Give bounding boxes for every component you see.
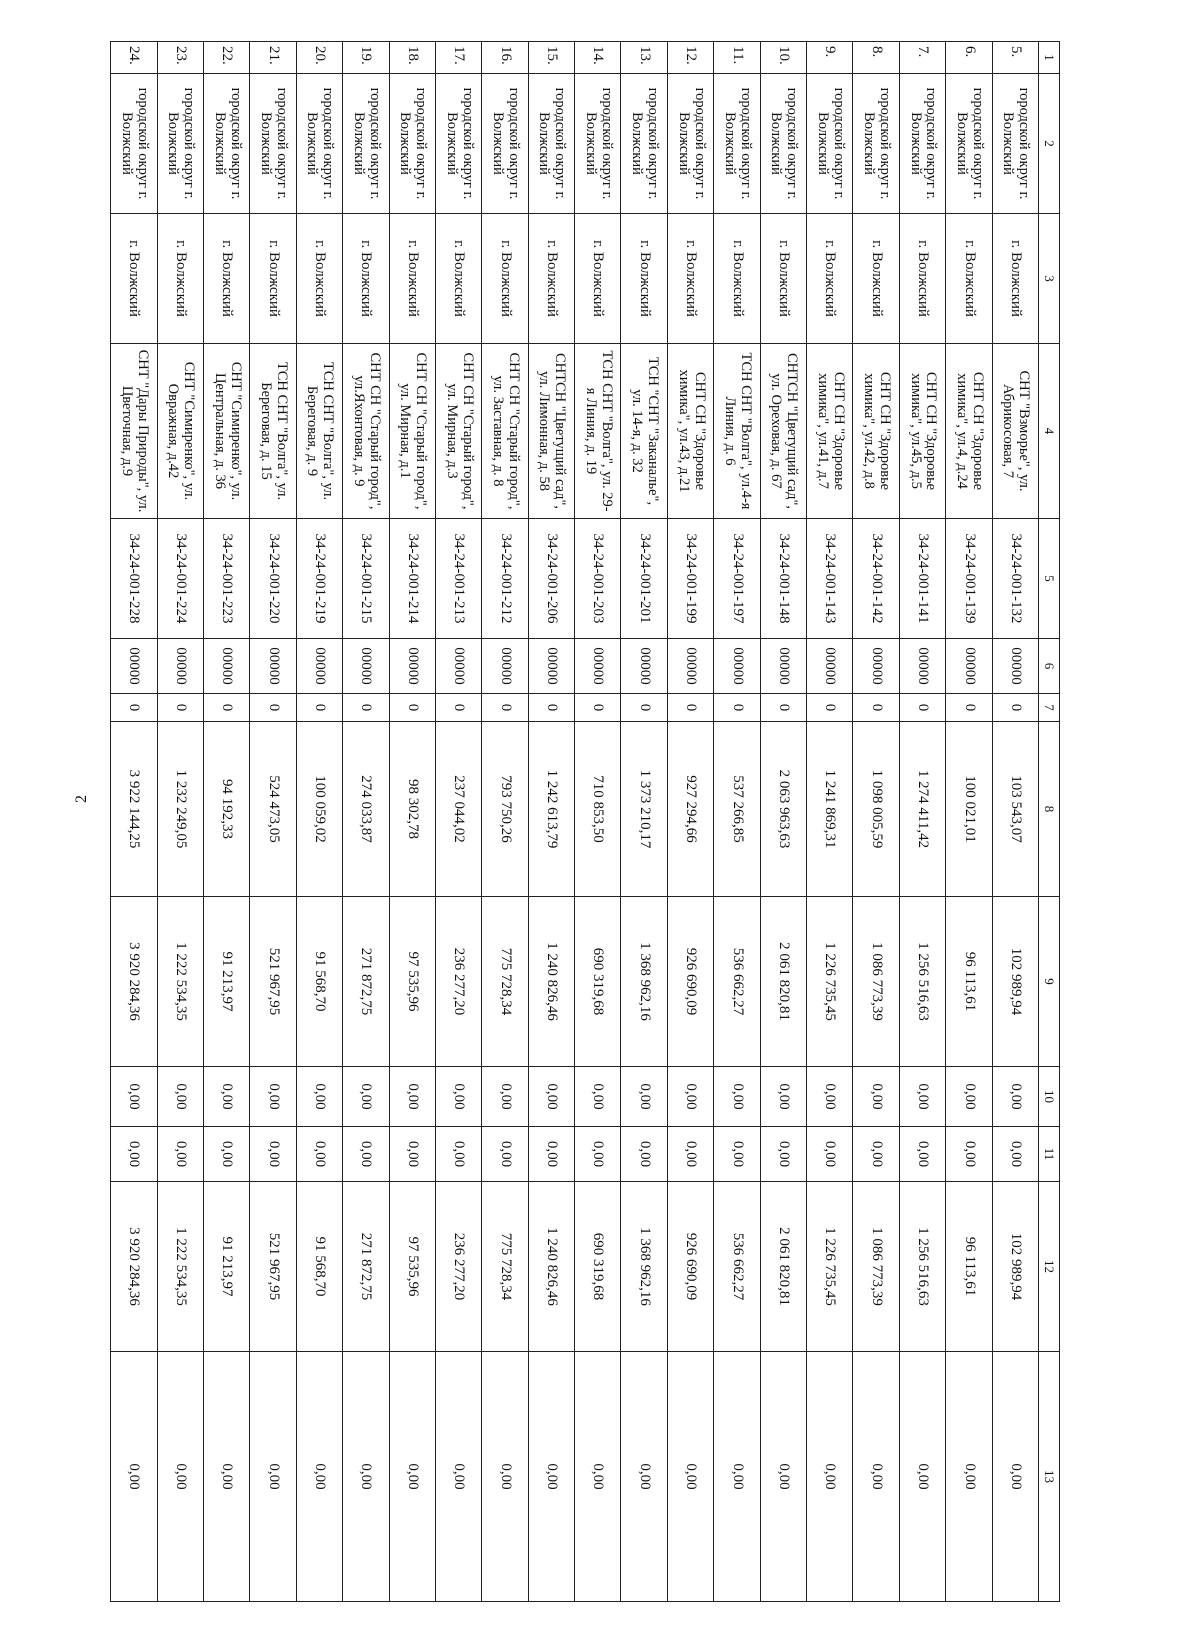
table-cell: 20. [296,42,342,74]
table-cell: 0,00 [435,1127,481,1182]
table-cell: 34-24-001-201 [621,519,667,639]
column-header: 8 [1039,722,1060,897]
table-cell: 0,00 [807,1352,853,1602]
table-cell: 00000 [343,639,389,694]
table-cell: СНТ СН "Здоровье химика", ул.42, д.8 [853,344,899,519]
table-cell: 22. [203,42,249,74]
table-cell: 274 033,87 [343,722,389,897]
table-cell: 18. [389,42,435,74]
table-cell: 0,00 [621,1067,667,1127]
table-cell: 00000 [807,639,853,694]
table-cell: 1 274 411,42 [899,722,945,897]
table-cell: 00000 [992,639,1038,694]
table-cell: 0,00 [250,1127,296,1182]
table-cell: 0 [992,694,1038,722]
table-cell: 00000 [389,639,435,694]
table-cell: 34-24-001-132 [992,519,1038,639]
table-cell: 690 319,68 [575,1182,621,1352]
table-row [621,42,667,1602]
data-table [110,41,1060,1602]
table-cell: городской округ г. Волжский [296,74,342,214]
table-cell: городской округ г. Волжский [343,74,389,214]
table-cell: 0,00 [760,1127,806,1182]
table-cell: 0,00 [250,1352,296,1602]
table-cell: 24. [111,42,158,74]
table-cell: ТСН "СНТ "Заканалье", ул. 14-я, д. 32 [621,344,667,519]
table-cell: 0,00 [203,1127,249,1182]
table-cell: 00000 [157,639,203,694]
table-cell: г. Волжский [667,214,713,344]
table-cell: 97 535,96 [389,897,435,1067]
table-cell: 0,00 [528,1352,574,1602]
table-cell: 34-24-001-213 [435,519,481,639]
table-cell: 00000 [621,639,667,694]
column-header: 10 [1039,1067,1060,1127]
table-cell: г. Волжский [528,214,574,344]
table-cell: 0,00 [157,1352,203,1602]
table-cell: г. Волжский [389,214,435,344]
table-cell: 34-24-001-228 [111,519,158,639]
table-cell: 00000 [435,639,481,694]
table-cell: 0,00 [296,1127,342,1182]
table-cell: 0,00 [435,1067,481,1127]
table-cell: СНТСН "Цветущий сад", ул. Ореховая, д. 67 [760,344,806,519]
table-cell: 91 213,97 [203,1182,249,1352]
table-row [760,42,806,1602]
table-cell: 0,00 [203,1067,249,1127]
table-cell: 927 294,66 [667,722,713,897]
table-row [296,42,342,1602]
table-cell: 103 543,07 [992,722,1038,897]
table-cell: 0,00 [760,1352,806,1602]
table-row [111,42,158,1602]
table-cell: 94 192,33 [203,722,249,897]
table-row [343,42,389,1602]
column-header: 3 [1039,214,1060,344]
table-cell: 0 [714,694,760,722]
table-cell: 0 [203,694,249,722]
table-cell: 00000 [899,639,945,694]
table-cell: 0 [157,694,203,722]
header-row [1039,42,1060,1602]
table-cell: 0,00 [760,1067,806,1127]
table-cell: 0,00 [946,1352,992,1602]
table-cell: 0,00 [575,1352,621,1602]
table-cell: 1 222 534,35 [157,897,203,1067]
table-cell: 0,00 [667,1352,713,1602]
table-cell: 1 086 773,39 [853,1182,899,1352]
table-cell: 3 920 284,36 [111,897,158,1067]
column-header: 7 [1039,694,1060,722]
table-row [389,42,435,1602]
table-cell: 34-24-001-143 [807,519,853,639]
table-cell: 2 063 963,63 [760,722,806,897]
table-cell: 00000 [853,639,899,694]
table-cell: 00000 [714,639,760,694]
table-cell: 0,00 [343,1067,389,1127]
table-cell: 926 690,09 [667,1182,713,1352]
table-cell: 0,00 [111,1067,158,1127]
table-cell: СНТ "Взморье", ул. Абрикосовая, 7 [992,344,1038,519]
rotated-table-container [110,41,1060,1601]
table-cell: г. Волжский [482,214,528,344]
table-cell: городской округ г. Волжский [621,74,667,214]
table-cell: 98 302,78 [389,722,435,897]
table-cell: 34-24-001-203 [575,519,621,639]
table-cell: г. Волжский [575,214,621,344]
table-cell: 102 989,94 [992,897,1038,1067]
table-cell: 237 044,02 [435,722,481,897]
table-cell: 96 113,61 [946,897,992,1067]
table-cell: 0 [807,694,853,722]
table-cell: 102 989,94 [992,1182,1038,1352]
table-cell: 0 [296,694,342,722]
table-cell: городской округ г. Волжский [482,74,528,214]
table-cell: 6. [946,42,992,74]
table-cell: 1 240 826,46 [528,1182,574,1352]
table-cell: 34-24-001-214 [389,519,435,639]
table-cell: 100 059,02 [296,722,342,897]
table-cell: 0,00 [296,1067,342,1127]
table-cell: СНТ СН "Здоровье химика", ул.41, д.7 [807,344,853,519]
table-cell: 0,00 [714,1352,760,1602]
table-cell: г. Волжский [946,214,992,344]
table-cell: СНТ СН "Старый город", ул. Заставная, д. 8 [482,344,528,519]
table-cell: 00000 [575,639,621,694]
table-cell: городской округ г. Волжский [714,74,760,214]
table-cell: 10. [760,42,806,74]
table-cell: 00000 [203,639,249,694]
table-cell: г. Волжский [992,214,1038,344]
table-cell: 2 061 820,81 [760,1182,806,1352]
table-cell: 690 319,68 [575,897,621,1067]
table-cell: 00000 [482,639,528,694]
table-cell: городской округ г. Волжский [992,74,1038,214]
table-cell: 536 662,27 [714,1182,760,1352]
table-cell: 0,00 [946,1067,992,1127]
table-cell: 0 [621,694,667,722]
table-cell: 91 213,97 [203,897,249,1067]
table-cell: 0,00 [714,1067,760,1127]
table-cell: 91 568,70 [296,1182,342,1352]
table-cell: 0,00 [389,1127,435,1182]
table-cell: г. Волжский [714,214,760,344]
table-cell: 00000 [250,639,296,694]
table-cell: г. Волжский [621,214,667,344]
table-cell: 536 662,27 [714,897,760,1067]
table-cell: 13. [621,42,667,74]
table-cell: ТСН СНТ "Волга", ул.4-я Линия, д. 6 [714,344,760,519]
table-cell: городской округ г. Волжский [807,74,853,214]
column-header: 2 [1039,74,1060,214]
table-cell: ТСН СНТ "Волга", ул. 29-я Линия, д. 19 [575,344,621,519]
table-cell: г. Волжский [807,214,853,344]
column-header: 4 [1039,344,1060,519]
table-cell: СНТ СН "Старый город", ул.Яхонтовая, д. 9 [343,344,389,519]
table-cell: 1 098 005,59 [853,722,899,897]
table-cell: 34-24-001-212 [482,519,528,639]
table-row [992,42,1038,1602]
table-cell: 0 [667,694,713,722]
table-row [946,42,992,1602]
table-row [714,42,760,1602]
table-cell: 0,00 [343,1352,389,1602]
table-cell: СНТСН "Цветущий сад", ул. Лимонная, д. 58 [528,344,574,519]
table-cell: 0,00 [621,1127,667,1182]
column-header: 13 [1039,1352,1060,1602]
table-cell: 34-24-001-139 [946,519,992,639]
table-cell: 0,00 [157,1127,203,1182]
table-cell: 34-24-001-206 [528,519,574,639]
table-cell: 00000 [111,639,158,694]
table-cell: 00000 [667,639,713,694]
table-cell: 0,00 [528,1067,574,1127]
table-cell: 34-24-001-223 [203,519,249,639]
table-cell: ТСН СНТ "Волга", ул. Береговая, д. 9 [296,344,342,519]
table-cell: 0,00 [853,1127,899,1182]
table-cell: городской округ г. Волжский [528,74,574,214]
table-cell: 1 241 869,31 [807,722,853,897]
table-cell: 1 256 516,63 [899,897,945,1067]
table-cell: 0,00 [899,1067,945,1127]
table-cell: 0,00 [528,1127,574,1182]
table-cell: 524 473,05 [250,722,296,897]
table-cell: 7. [899,42,945,74]
table-cell: 926 690,09 [667,897,713,1067]
table-row [807,42,853,1602]
table-cell: 12. [667,42,713,74]
column-header: 11 [1039,1127,1060,1182]
table-cell: 0 [760,694,806,722]
table-cell: 0,00 [203,1352,249,1602]
table-cell: 34-24-001-197 [714,519,760,639]
table-cell: 0,00 [853,1067,899,1127]
table-cell: 34-24-001-224 [157,519,203,639]
table-cell: 1 242 613,79 [528,722,574,897]
table-cell: г. Волжский [296,214,342,344]
table-cell: 34-24-001-141 [899,519,945,639]
table-row [482,42,528,1602]
table-cell: 0,00 [853,1352,899,1602]
table-cell: СНТ "Симиренко", ул. Центральная, д. 36 [203,344,249,519]
table-cell: 0,00 [389,1067,435,1127]
column-header: 9 [1039,897,1060,1067]
table-cell: 34-24-001-219 [296,519,342,639]
table-cell: городской округ г. Волжский [111,74,158,214]
table-cell: СНТ СН "Старый город", ул. Мирная, д.3 [435,344,481,519]
table-cell: 11. [714,42,760,74]
table-cell: 0,00 [621,1352,667,1602]
table-cell: 34-24-001-220 [250,519,296,639]
table-cell: городской округ г. Волжский [760,74,806,214]
table-cell: 0,00 [667,1127,713,1182]
table-cell: городской округ г. Волжский [250,74,296,214]
table-cell: 0,00 [899,1127,945,1182]
table-cell: 0,00 [807,1127,853,1182]
table-cell: городской округ г. Волжский [157,74,203,214]
table-cell: 91 568,70 [296,897,342,1067]
table-cell: 0 [111,694,158,722]
table-row [528,42,574,1602]
table-cell: г. Волжский [157,214,203,344]
table-cell: 0,00 [992,1352,1038,1602]
column-header: 1 [1039,42,1060,74]
table-cell: 1 368 962,16 [621,1182,667,1352]
table-cell: 271 872,75 [343,1182,389,1352]
table-cell: 0,00 [575,1127,621,1182]
table-row [157,42,203,1602]
table-cell: 34-24-001-215 [343,519,389,639]
table-cell: ТСН СНТ "Волга", ул. Береговая, д. 15 [250,344,296,519]
table-cell: 521 967,95 [250,897,296,1067]
table-cell: 0,00 [343,1127,389,1182]
table-cell: 15. [528,42,574,74]
table-cell: 1 240 826,46 [528,897,574,1067]
table-cell: 8. [853,42,899,74]
table-cell: 0 [343,694,389,722]
column-header: 5 [1039,519,1060,639]
table-cell: 710 853,50 [575,722,621,897]
table-cell: 0,00 [296,1352,342,1602]
table-cell: 9. [807,42,853,74]
table-cell: городской округ г. Волжский [575,74,621,214]
table-cell: городской округ г. Волжский [899,74,945,214]
table-cell: г. Волжский [853,214,899,344]
table-cell: г. Волжский [435,214,481,344]
table-cell: 00000 [946,639,992,694]
table-cell: 1 226 735,45 [807,897,853,1067]
table-cell: 0,00 [992,1067,1038,1127]
table-cell: 0 [853,694,899,722]
table-cell: 1 222 534,35 [157,1182,203,1352]
table-row [203,42,249,1602]
table-cell: 0 [482,694,528,722]
table-row [899,42,945,1602]
table-cell: 5. [992,42,1038,74]
table-cell: СНТ СН "Здоровье химика", ул.43, д.21 [667,344,713,519]
table-cell: 16. [482,42,528,74]
table-cell: 100 021,01 [946,722,992,897]
table-cell: СНТ СН "Здоровье химика", ул.4, д.24 [946,344,992,519]
page-number: 2 [73,795,90,803]
table-cell: 21. [250,42,296,74]
table-cell: 0,00 [435,1352,481,1602]
table-body [111,42,1039,1602]
table-cell: 0 [575,694,621,722]
table-cell: г. Волжский [111,214,158,344]
table-cell: 0 [528,694,574,722]
table-cell: 0,00 [946,1127,992,1182]
table-cell: 1 368 962,16 [621,897,667,1067]
table-cell: 2 061 820,81 [760,897,806,1067]
table-cell: городской округ г. Волжский [667,74,713,214]
table-cell: г. Волжский [760,214,806,344]
table-cell: 3 920 284,36 [111,1182,158,1352]
table-cell: 0,00 [575,1067,621,1127]
table-cell: 96 113,61 [946,1182,992,1352]
table-cell: 0,00 [482,1127,528,1182]
table-cell: 236 277,20 [435,897,481,1067]
table-cell: г. Волжский [203,214,249,344]
table-cell: 14. [575,42,621,74]
table-cell: 0,00 [992,1127,1038,1182]
table-cell: 0,00 [111,1127,158,1182]
table-cell: 0 [389,694,435,722]
table-cell: 236 277,20 [435,1182,481,1352]
table-cell: 34-24-001-148 [760,519,806,639]
table-cell: 17. [435,42,481,74]
table-cell: 521 967,95 [250,1182,296,1352]
table-cell: 0,00 [899,1352,945,1602]
table-cell: 0 [435,694,481,722]
table-cell: 775 728,34 [482,897,528,1067]
table-cell: 1 226 735,45 [807,1182,853,1352]
table-row [435,42,481,1602]
table-cell: 0,00 [157,1067,203,1127]
table-cell: городской округ г. Волжский [435,74,481,214]
table-cell: СНТ СН "Здоровье химика", ул.45, д.5 [899,344,945,519]
table-cell: 34-24-001-142 [853,519,899,639]
table-cell: 0,00 [111,1352,158,1602]
table-cell: г. Волжский [899,214,945,344]
table-cell: городской округ г. Волжский [946,74,992,214]
table-cell: 0,00 [807,1067,853,1127]
table-cell: 537 266,85 [714,722,760,897]
table-cell: 1 373 210,17 [621,722,667,897]
table-cell: г. Волжский [343,214,389,344]
table-cell: 19. [343,42,389,74]
table-cell: 0,00 [250,1067,296,1127]
table-cell: г. Волжский [250,214,296,344]
table-cell: СНТ СН "Старый город", ул. Мирная, д.1 [389,344,435,519]
table-cell: 0,00 [667,1067,713,1127]
table-cell: 23. [157,42,203,74]
table-cell: 793 750,26 [482,722,528,897]
table-cell: 1 086 773,39 [853,897,899,1067]
table-cell: 0,00 [714,1127,760,1182]
table-cell: 3 922 144,25 [111,722,158,897]
table-cell: 97 535,96 [389,1182,435,1352]
table-cell: 1 256 516,63 [899,1182,945,1352]
table-cell: 0,00 [389,1352,435,1602]
table-cell: 271 872,75 [343,897,389,1067]
table-cell: 775 728,34 [482,1182,528,1352]
table-cell: СНТ "Дары Природы", ул. Цветочная, д.9 [111,344,158,519]
table-cell: СНТ "Симиренко", ул. Овражная, д.42 [157,344,203,519]
table-cell: 34-24-001-199 [667,519,713,639]
table-cell: 1 232 249,05 [157,722,203,897]
table-cell: 00000 [760,639,806,694]
table-cell: 00000 [528,639,574,694]
column-header: 6 [1039,639,1060,694]
table-cell: городской округ г. Волжский [389,74,435,214]
table-cell: 0,00 [482,1067,528,1127]
table-row [250,42,296,1602]
column-header: 12 [1039,1182,1060,1352]
table-cell: городской округ г. Волжский [203,74,249,214]
table-row [853,42,899,1602]
table-cell: 00000 [296,639,342,694]
table-row [575,42,621,1602]
table-cell: городской округ г. Волжский [853,74,899,214]
table-cell: 0 [899,694,945,722]
table-cell: 0,00 [482,1352,528,1602]
table-cell: 0 [250,694,296,722]
table-row [667,42,713,1602]
table-cell: 0 [946,694,992,722]
